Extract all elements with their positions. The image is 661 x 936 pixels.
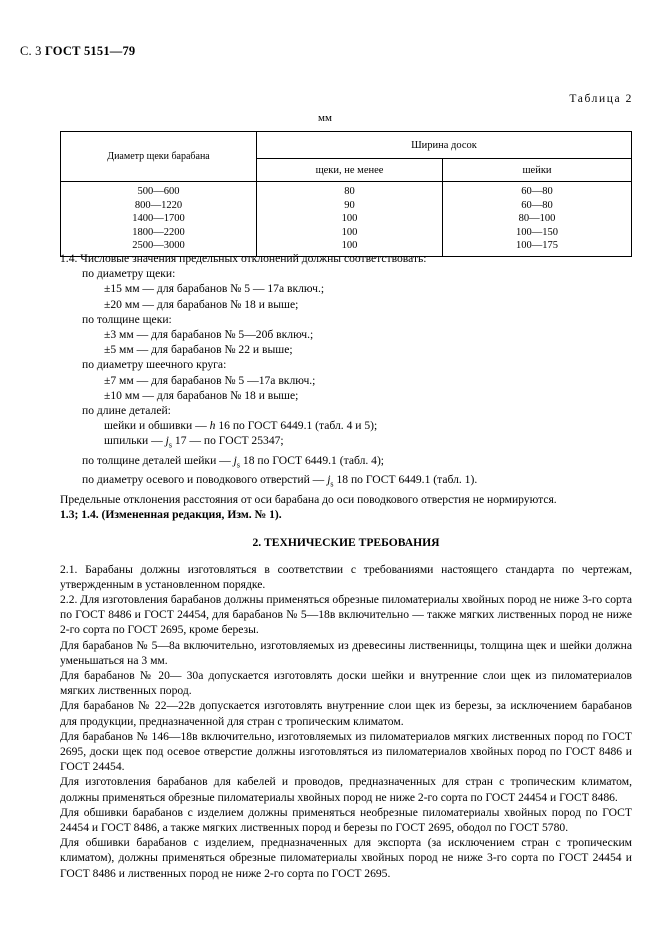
- column-header-board-width: Ширина досок: [257, 132, 632, 159]
- cell-diameter: 500—600: [61, 182, 257, 199]
- table-body: [61, 182, 632, 257]
- cell-neck: 60—80: [443, 182, 632, 199]
- paragraph-2-2: 2.2. Для изготовления барабанов должны применяться обрезные пиломатериалы хвойных пород не ниже 3-го сорта по ГОСТ 8486 и ГОСТ 24454, для барабанов № 5—18в включительно — также мягких лиственных пород не ниже 2-го сорта по ГОСТ 2695, кроме березы.: [60, 593, 632, 637]
- section-title: 2. ТЕХНИЧЕСКИЕ ТРЕБОВАНИЯ: [252, 536, 440, 550]
- cell-diameter: 2500—3000: [61, 239, 257, 256]
- cell-neck: 60—80: [443, 199, 632, 213]
- paragraph-export-sheathing: Для обшивки барабанов с изделием, предназначенных для экспорта (за исключением стран с тропическим климатом), должны применяться обрезные пиломатериалы хвойных пород не ниже 3-го сорта по ГОСТ 24454 и ГОСТ 8486 и лиственных пород не ниже 2-го сорта по ГОСТ 2695.: [60, 836, 632, 880]
- paragraph-pins: шпильки — $j_s$ 17 — по ГОСТ 25347;: [104, 434, 284, 450]
- cell-cheek: 100: [257, 226, 443, 240]
- paragraph-axial-hole: по диаметру осевого и поводкового отверстий — $j_s$ 18 по ГОСТ 6449.1 (табл. 1).: [82, 473, 478, 489]
- paragraph-larch: Для барабанов № 5—8а включительно, изготовляемых из древесины лиственницы, толщина щек и шейки должна уменьшаться на 3 мм.: [60, 638, 632, 667]
- specifications-table: [60, 131, 632, 257]
- table-row: [61, 182, 632, 199]
- paragraph-neck-circle: по диаметру шеечного круга:: [82, 358, 227, 372]
- paragraph-2-1: 2.1. Барабаны должны изготовляться в соответствии с требованиями настоящего стандарта по чертежам, утвержденным в установленном порядке.: [60, 562, 632, 591]
- paragraph-tol-6: ±10 мм — для барабанов № 18 и выше;: [104, 388, 299, 402]
- table-units: мм: [318, 112, 332, 124]
- paragraph-1-4: 1.4. Числовые значения предельных отклонений должны соответствовать:: [60, 252, 427, 265]
- paragraph-cheek-thickness: по толщине щеки:: [82, 312, 172, 326]
- page-header: [20, 44, 135, 59]
- paragraph-cheek-diameter: по диаметру щеки:: [82, 267, 176, 281]
- paragraph-tropical: Для изготовления барабанов для кабелей и проводов, предназначенных для стран с тропическим климатом, должны применяться обрезные пиломатериалы хвойных пород не ниже 2-го сорта по ГОСТ 24454 и ГОСТ 8486.: [60, 775, 632, 804]
- cell-cheek: 90: [257, 199, 443, 213]
- column-header-cheek: щеки, не менее: [257, 159, 443, 182]
- paragraph-revision: 1.3; 1.4. (Измененная редакция, Изм. № 1).: [60, 508, 282, 522]
- cell-neck: 100—175: [443, 239, 632, 256]
- cell-cheek: 100: [257, 212, 443, 226]
- paragraph-tol-4: ±5 мм — для барабанов № 22 и выше;: [104, 343, 293, 357]
- paragraph-tol-5: ±7 мм — для барабанов № 5 —17а включ.;: [104, 373, 316, 387]
- cell-cheek: 80: [257, 182, 443, 199]
- page-number: С. 3: [20, 44, 42, 58]
- paragraph-no-norm: Предельные отклонения расстояния от оси барабана до оси поводкового отверстия не нормируются.: [60, 492, 557, 506]
- cell-diameter: 1800—2200: [61, 226, 257, 240]
- column-header-neck: шейки: [443, 159, 632, 182]
- table-row: [61, 199, 632, 213]
- paragraph-sheathing: шейки и обшивки — h 16 по ГОСТ 6449.1 (табл. 4 и 5);: [104, 419, 378, 433]
- table-row: [61, 212, 632, 226]
- cell-diameter: 1400—1700: [61, 212, 257, 226]
- cell-neck: 100—150: [443, 226, 632, 240]
- table-caption: Таблица 2: [569, 93, 633, 105]
- cell-diameter: 800—1220: [61, 199, 257, 213]
- paragraph-tol-2: ±20 мм — для барабанов № 18 и выше;: [104, 297, 299, 311]
- body-text: [60, 251, 632, 881]
- table-header-row: [61, 132, 632, 159]
- paragraph-drums-146-18v: Для барабанов № 146—18в включительно, изготовляемых из пиломатериалов мягких лиственных пород по ГОСТ 2695, доски щек под осевое отверстие должны изготовляться из пиломатериалов хвойных пород по ГОСТ 8486 и ГОСТ 24454.: [60, 729, 632, 774]
- paragraph-drums-20-30a: Для барабанов № 20— 30а допускается изготовлять доски шейки и внутренние слои щек из пиломатериалов мягких лиственных пород.: [60, 669, 632, 698]
- paragraph-neck-thickness: по толщине деталей шейки — $j_s$ 18 по ГОСТ 6449.1 (табл. 4);: [82, 453, 385, 470]
- cell-neck: 80—100: [443, 212, 632, 226]
- paragraph-tol-1: ±15 мм — для барабанов № 5 — 17а включ.;: [104, 282, 325, 296]
- table-row: [61, 226, 632, 240]
- cell-cheek: 100: [257, 239, 443, 256]
- column-header-diameter: Диаметр щеки барабана: [61, 132, 257, 182]
- paragraph-part-length: по длине деталей:: [82, 404, 171, 418]
- standard-number: ГОСТ 5151—79: [44, 44, 136, 58]
- paragraph-sheathing-materials: Для обшивки барабанов с изделием должны применяться необрезные пиломатериалы хвойных пород по ГОСТ 24454 и ГОСТ 8486, а также мягких лиственных пород и березы по ГОСТ 2695, ободол по ГОСТ 5780.: [60, 805, 632, 835]
- paragraph-drums-22: Для барабанов № 22—22в допускается изготовлять внутренние слои щек из березы, за исключением барабанов для продукции, предназначенной для стран с тропическим климатом.: [60, 699, 632, 728]
- paragraph-tol-3: ±3 мм — для барабанов № 5—20б включ.;: [104, 328, 314, 342]
